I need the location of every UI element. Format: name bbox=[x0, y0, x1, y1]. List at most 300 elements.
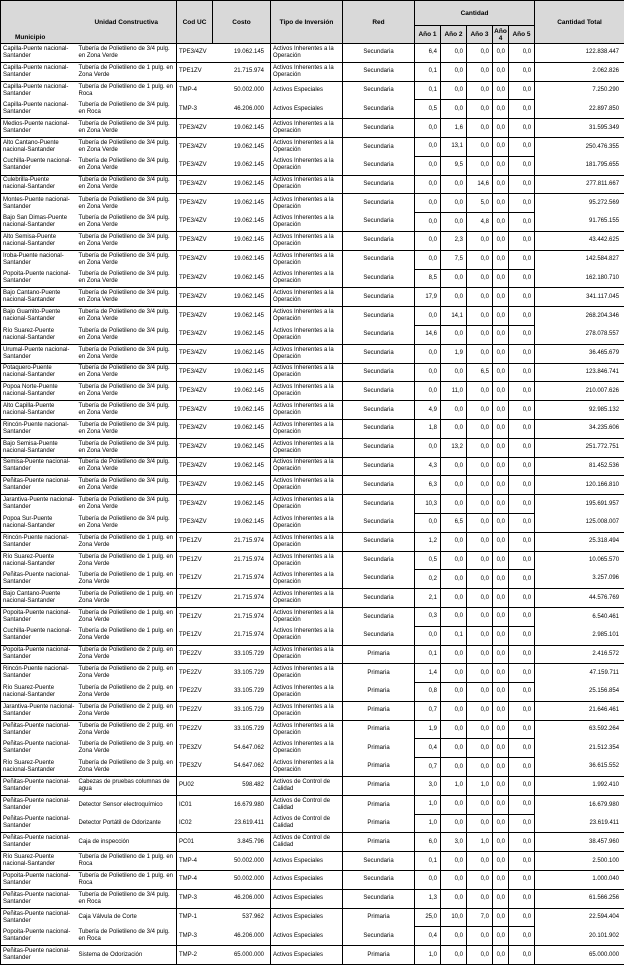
table-row bbox=[1, 908, 624, 927]
qty-ano-4-cell: 0,0 bbox=[493, 513, 509, 532]
qty-ano-3-cell: 0,0 bbox=[467, 344, 493, 363]
table-row bbox=[1, 438, 624, 457]
table-row bbox=[1, 250, 624, 269]
costo-cell: 537.962 bbox=[213, 908, 271, 927]
tipo-inversion-cell: Activos de Control de Calidad bbox=[271, 833, 343, 852]
qty-ano-3-cell: 0,0 bbox=[467, 307, 493, 326]
qty-ano-5-cell: 0,0 bbox=[509, 607, 535, 626]
qty-ano-4-cell: 0,0 bbox=[493, 100, 509, 119]
table-row bbox=[1, 551, 624, 570]
qty-ano-1-cell: 6,3 bbox=[415, 476, 441, 495]
cod-uc-cell: TPE3/4ZV bbox=[177, 250, 213, 269]
qty-ano-4-cell: 0,0 bbox=[493, 81, 509, 100]
qty-ano-4-cell: 0,0 bbox=[493, 795, 509, 814]
qty-ano-5-cell: 0,0 bbox=[509, 363, 535, 382]
costo-cell: 65.000.000 bbox=[213, 946, 271, 965]
qty-ano-5-cell: 0,0 bbox=[509, 269, 535, 288]
unidad-constructiva-cell: Tubería de Polietileno de 3 pulg. en Zona Verde bbox=[77, 739, 177, 758]
qty-ano-2-cell: 0,0 bbox=[441, 213, 467, 232]
unidad-constructiva-cell: Tubería de Polietileno de 3/4 pulg. en Zona Verde bbox=[77, 344, 177, 363]
qty-ano-1-cell: 1,0 bbox=[415, 946, 441, 965]
municipio-cell: Rincón-Puente nacional-Santander bbox=[1, 532, 77, 551]
cod-uc-cell: PC01 bbox=[177, 833, 213, 852]
qty-ano-4-cell: 0,0 bbox=[493, 589, 509, 608]
costo-cell: 23.619.411 bbox=[213, 814, 271, 833]
table-row bbox=[1, 852, 624, 871]
red-cell: Secundaria bbox=[343, 476, 415, 495]
qty-ano-1-cell: 10,3 bbox=[415, 495, 441, 514]
table-row bbox=[1, 269, 624, 288]
red-cell: Secundaria bbox=[343, 194, 415, 213]
costo-cell: 19.062.145 bbox=[213, 137, 271, 156]
qty-ano-4-cell: 0,0 bbox=[493, 476, 509, 495]
qty-ano-2-cell: 0,0 bbox=[441, 269, 467, 288]
qty-ano-5-cell: 0,0 bbox=[509, 457, 535, 476]
qty-ano-1-cell: 0,0 bbox=[415, 382, 441, 401]
tipo-inversion-cell: Activos Inherentes a la Operación bbox=[271, 495, 343, 514]
tipo-inversion-cell: Activos Inherentes a la Operación bbox=[271, 137, 343, 156]
costo-cell: 21.715.974 bbox=[213, 551, 271, 570]
unidad-constructiva-cell: Tubería de Polietileno de 1 pulg. en Roca bbox=[77, 81, 177, 100]
costo-cell: 21.715.974 bbox=[213, 607, 271, 626]
costo-cell: 19.062.145 bbox=[213, 382, 271, 401]
qty-ano-5-cell: 0,0 bbox=[509, 758, 535, 777]
costo-cell: 50.002.000 bbox=[213, 871, 271, 890]
qty-ano-5-cell: 0,0 bbox=[509, 551, 535, 570]
municipio-cell: Culebrilla-Puente nacional-Santander bbox=[1, 175, 77, 194]
tipo-inversion-cell: Activos Inherentes a la Operación bbox=[271, 288, 343, 307]
qty-ano-3-cell: 0,0 bbox=[467, 419, 493, 438]
red-cell: Primaria bbox=[343, 833, 415, 852]
costo-cell: 19.062.145 bbox=[213, 307, 271, 326]
cantidad-total-cell: 36.465.679 bbox=[535, 344, 624, 363]
red-cell: Secundaria bbox=[343, 852, 415, 871]
qty-ano-1-cell: 0,0 bbox=[415, 175, 441, 194]
qty-ano-4-cell: 0,0 bbox=[493, 927, 509, 946]
cod-uc-cell: TPE3ZV bbox=[177, 739, 213, 758]
qty-ano-3-cell: 0,0 bbox=[467, 645, 493, 664]
red-cell: Secundaria bbox=[343, 382, 415, 401]
municipio-cell: Medios-Puente nacional-Santander bbox=[1, 119, 77, 138]
cantidad-total-cell: 31.595.349 bbox=[535, 119, 624, 138]
cantidad-total-cell: 91.765.155 bbox=[535, 213, 624, 232]
cantidad-total-cell: 1.000.040 bbox=[535, 871, 624, 890]
qty-ano-3-cell: 0,0 bbox=[467, 119, 493, 138]
tipo-inversion-cell: Activos Inherentes a la Operación bbox=[271, 175, 343, 194]
qty-ano-2-cell: 0,0 bbox=[441, 720, 467, 739]
qty-ano-3-cell: 0,0 bbox=[467, 438, 493, 457]
table-row bbox=[1, 119, 624, 138]
municipio-cell: Semisa-Puente nacional-Santander bbox=[1, 457, 77, 476]
unidad-constructiva-cell: Tubería de Polietileno de 3/4 pulg. en Zona Verde bbox=[77, 401, 177, 420]
red-cell: Primaria bbox=[343, 946, 415, 965]
costo-cell: 19.062.145 bbox=[213, 44, 271, 63]
unidad-constructiva-cell: Tubería de Polietileno de 3/4 pulg. en Zona Verde bbox=[77, 495, 177, 514]
red-cell: Secundaria bbox=[343, 307, 415, 326]
municipio-cell: Río Suarez-Puente nacional-Santander bbox=[1, 852, 77, 871]
cantidad-total-cell: 65.000.000 bbox=[535, 946, 624, 965]
costo-cell: 33.105.729 bbox=[213, 645, 271, 664]
unidad-constructiva-cell: Tubería de Polietileno de 3/4 pulg. en Zona Verde bbox=[77, 438, 177, 457]
costo-cell: 19.062.145 bbox=[213, 156, 271, 175]
qty-ano-5-cell: 0,0 bbox=[509, 814, 535, 833]
red-cell: Primaria bbox=[343, 739, 415, 758]
tipo-inversion-cell: Activos Especiales bbox=[271, 100, 343, 119]
municipio-cell: Bajo Guamito-Puente nacional-Santander bbox=[1, 307, 77, 326]
tipo-inversion-cell: Activos Inherentes a la Operación bbox=[271, 438, 343, 457]
qty-ano-1-cell: 0,0 bbox=[415, 871, 441, 890]
red-cell: Secundaria bbox=[343, 513, 415, 532]
cantidad-total-cell: 23.619.411 bbox=[535, 814, 624, 833]
qty-ano-2-cell: 1,0 bbox=[441, 777, 467, 796]
costo-cell: 19.062.145 bbox=[213, 476, 271, 495]
tipo-inversion-cell: Activos Inherentes a la Operación bbox=[271, 44, 343, 63]
unidad-constructiva-cell: Tubería de Polietileno de 3/4 pulg. en Zona Verde bbox=[77, 307, 177, 326]
cod-uc-cell: TPE2ZV bbox=[177, 720, 213, 739]
costo-cell: 50.002.000 bbox=[213, 81, 271, 100]
qty-ano-3-cell: 0,0 bbox=[467, 852, 493, 871]
qty-ano-3-cell: 0,0 bbox=[467, 325, 493, 344]
tipo-inversion-cell: Activos Inherentes a la Operación bbox=[271, 720, 343, 739]
costo-cell: 19.062.145 bbox=[213, 213, 271, 232]
municipio-cell: Popoita-Puente nacional-Santander bbox=[1, 645, 77, 664]
unidad-constructiva-cell: Tubería de Polietileno de 3/4 pulg. en Zona Verde bbox=[77, 231, 177, 250]
qty-ano-1-cell: 0,0 bbox=[415, 250, 441, 269]
red-cell: Secundaria bbox=[343, 401, 415, 420]
qty-ano-2-cell: 0,0 bbox=[441, 683, 467, 702]
unidad-constructiva-cell: Tubería de Polietileno de 3/4 pulg. en Zona Verde bbox=[77, 137, 177, 156]
qty-ano-3-cell: 0,0 bbox=[467, 156, 493, 175]
cantidad-total-cell: 16.679.980 bbox=[535, 795, 624, 814]
costo-cell: 21.715.974 bbox=[213, 626, 271, 645]
qty-ano-1-cell: 1,8 bbox=[415, 419, 441, 438]
red-cell: Secundaria bbox=[343, 626, 415, 645]
costo-cell: 19.062.145 bbox=[213, 325, 271, 344]
qty-ano-5-cell: 0,0 bbox=[509, 927, 535, 946]
qty-ano-2-cell: 1,6 bbox=[441, 119, 467, 138]
costo-cell: 33.105.729 bbox=[213, 720, 271, 739]
table-row bbox=[1, 81, 624, 100]
municipio-cell: Bajo Cantano-Puente nacional-Santander bbox=[1, 288, 77, 307]
red-cell: Primaria bbox=[343, 645, 415, 664]
qty-ano-1-cell: 0,0 bbox=[415, 513, 441, 532]
tipo-inversion-cell: Activos Inherentes a la Operación bbox=[271, 701, 343, 720]
costo-cell: 19.062.145 bbox=[213, 513, 271, 532]
cod-uc-cell: TMP-4 bbox=[177, 81, 213, 100]
qty-ano-1-cell: 0,0 bbox=[415, 344, 441, 363]
qty-ano-4-cell: 0,0 bbox=[493, 739, 509, 758]
municipio-cell: Urumal-Puente nacional-Santander bbox=[1, 344, 77, 363]
qty-ano-4-cell: 0,0 bbox=[493, 119, 509, 138]
table-row bbox=[1, 476, 624, 495]
red-cell: Secundaria bbox=[343, 231, 415, 250]
unidad-constructiva-cell: Sistema de Odorización bbox=[77, 946, 177, 965]
costo-cell: 19.062.145 bbox=[213, 495, 271, 514]
municipio-cell: Peñitas-Puente nacional-Santander bbox=[1, 946, 77, 965]
table-row bbox=[1, 645, 624, 664]
qty-ano-2-cell: 6,5 bbox=[441, 513, 467, 532]
costo-cell: 54.647.062 bbox=[213, 758, 271, 777]
qty-ano-4-cell: 0,0 bbox=[493, 213, 509, 232]
unidad-constructiva-cell: Tubería de Polietileno de 1 pulg. en Zona Verde bbox=[77, 589, 177, 608]
tipo-inversion-cell: Activos Inherentes a la Operación bbox=[271, 307, 343, 326]
qty-ano-4-cell: 0,0 bbox=[493, 156, 509, 175]
unidad-constructiva-cell: Tubería de Polietileno de 1 pulg. en Zona Verde bbox=[77, 570, 177, 589]
red-cell: Secundaria bbox=[343, 363, 415, 382]
cantidad-total-cell: 2.062.826 bbox=[535, 62, 624, 81]
cantidad-total-cell: 210.007.626 bbox=[535, 382, 624, 401]
unidad-constructiva-cell: Tubería de Polietileno de 3/4 pulg. en Zona Verde bbox=[77, 476, 177, 495]
cantidad-total-cell: 21.512.354 bbox=[535, 739, 624, 758]
qty-ano-2-cell: 10,0 bbox=[441, 908, 467, 927]
qty-ano-1-cell: 0,2 bbox=[415, 570, 441, 589]
qty-ano-2-cell: 0,0 bbox=[441, 401, 467, 420]
municipio-cell: Río Suarez-Puente nacional-Santander bbox=[1, 758, 77, 777]
cantidad-total-cell: 25.318.494 bbox=[535, 532, 624, 551]
qty-ano-4-cell: 0,0 bbox=[493, 288, 509, 307]
tipo-inversion-cell: Activos Inherentes a la Operación bbox=[271, 325, 343, 344]
qty-ano-4-cell: 0,0 bbox=[493, 551, 509, 570]
qty-ano-4-cell: 0,0 bbox=[493, 871, 509, 890]
qty-ano-3-cell: 0,0 bbox=[467, 44, 493, 63]
table-row bbox=[1, 382, 624, 401]
cantidad-total-cell: 44.576.769 bbox=[535, 589, 624, 608]
cod-uc-cell: TPE2ZV bbox=[177, 701, 213, 720]
municipio-cell: Jarantiva-Puente nacional-Santander bbox=[1, 495, 77, 514]
qty-ano-5-cell: 0,0 bbox=[509, 419, 535, 438]
qty-ano-3-cell: 0,0 bbox=[467, 476, 493, 495]
qty-ano-1-cell: 0,0 bbox=[415, 307, 441, 326]
tipo-inversion-cell: Activos Inherentes a la Operación bbox=[271, 570, 343, 589]
table-row bbox=[1, 683, 624, 702]
qty-ano-5-cell: 0,0 bbox=[509, 626, 535, 645]
costo-cell: 19.062.145 bbox=[213, 344, 271, 363]
red-cell: Primaria bbox=[343, 664, 415, 683]
qty-ano-5-cell: 0,0 bbox=[509, 137, 535, 156]
qty-ano-3-cell: 5,0 bbox=[467, 194, 493, 213]
qty-ano-2-cell: 0,0 bbox=[441, 81, 467, 100]
tipo-inversion-cell: Activos Inherentes a la Operación bbox=[271, 664, 343, 683]
qty-ano-1-cell: 0,1 bbox=[415, 852, 441, 871]
cantidad-total-cell: 2.500.100 bbox=[535, 852, 624, 871]
qty-ano-5-cell: 0,0 bbox=[509, 664, 535, 683]
municipio-cell: Capilla-Puente nacional-Santander bbox=[1, 44, 77, 63]
unidad-constructiva-cell: Tubería de Polietileno de 2 pulg. en Zona Verde bbox=[77, 701, 177, 720]
cantidad-total-cell: 2.416.572 bbox=[535, 645, 624, 664]
costo-cell: 33.105.729 bbox=[213, 664, 271, 683]
red-cell: Primaria bbox=[343, 908, 415, 927]
qty-ano-4-cell: 0,0 bbox=[493, 419, 509, 438]
costo-cell: 21.715.974 bbox=[213, 62, 271, 81]
municipio-cell: Capilla-Puente nacional-Santander bbox=[1, 62, 77, 81]
cod-uc-cell: TPE2ZV bbox=[177, 664, 213, 683]
qty-ano-3-cell: 0,0 bbox=[467, 570, 493, 589]
cod-uc-cell: TPE3/4ZV bbox=[177, 363, 213, 382]
qty-ano-1-cell: 0,4 bbox=[415, 927, 441, 946]
qty-ano-1-cell: 0,0 bbox=[415, 438, 441, 457]
municipio-cell: Peñitas-Puente nacional-Santander bbox=[1, 720, 77, 739]
cantidad-total-cell: 6.540.461 bbox=[535, 607, 624, 626]
cantidad-total-cell: 341.117.045 bbox=[535, 288, 624, 307]
red-cell: Primaria bbox=[343, 720, 415, 739]
qty-ano-5-cell: 0,0 bbox=[509, 100, 535, 119]
qty-ano-1-cell: 8,5 bbox=[415, 269, 441, 288]
unidad-constructiva-cell: Tubería de Polietileno de 3/4 pulg. en Zona Verde bbox=[77, 269, 177, 288]
qty-ano-3-cell: 6,5 bbox=[467, 363, 493, 382]
unidad-constructiva-cell: Tubería de Polietileno de 3 pulg. en Zona Verde bbox=[77, 758, 177, 777]
qty-ano-5-cell: 0,0 bbox=[509, 156, 535, 175]
unidad-constructiva-cell: Tubería de Polietileno de 1 pulg. en Roca bbox=[77, 871, 177, 890]
qty-ano-2-cell: 0,1 bbox=[441, 626, 467, 645]
costo-cell: 19.062.145 bbox=[213, 119, 271, 138]
cod-uc-cell: TPE3/4ZV bbox=[177, 231, 213, 250]
table-row bbox=[1, 607, 624, 626]
red-cell: Secundaria bbox=[343, 495, 415, 514]
tipo-inversion-cell: Activos Inherentes a la Operación bbox=[271, 250, 343, 269]
qty-ano-1-cell: 25,0 bbox=[415, 908, 441, 927]
qty-ano-5-cell: 0,0 bbox=[509, 62, 535, 81]
qty-ano-4-cell: 0,0 bbox=[493, 645, 509, 664]
qty-ano-5-cell: 0,0 bbox=[509, 570, 535, 589]
qty-ano-2-cell: 0,0 bbox=[441, 664, 467, 683]
red-cell: Secundaria bbox=[343, 44, 415, 63]
qty-ano-4-cell: 0,0 bbox=[493, 269, 509, 288]
cod-uc-cell: TPE1ZV bbox=[177, 62, 213, 81]
cantidad-total-cell: 1.992.410 bbox=[535, 777, 624, 796]
red-cell: Primaria bbox=[343, 777, 415, 796]
table-row bbox=[1, 720, 624, 739]
table-row bbox=[1, 814, 624, 833]
qty-ano-3-cell: 0,0 bbox=[467, 100, 493, 119]
costo-cell: 46.206.000 bbox=[213, 100, 271, 119]
municipio-cell: Peñitas-Puente nacional-Santander bbox=[1, 777, 77, 796]
cantidad-total-cell: 2.985.101 bbox=[535, 626, 624, 645]
qty-ano-4-cell: 0,0 bbox=[493, 720, 509, 739]
unidad-constructiva-cell: Tubería de Polietileno de 1 pulg. en Zona Verde bbox=[77, 532, 177, 551]
qty-ano-1-cell: 0,0 bbox=[415, 231, 441, 250]
municipio-cell: Peñitas-Puente nacional-Santander bbox=[1, 889, 77, 908]
qty-ano-3-cell: 0,0 bbox=[467, 81, 493, 100]
qty-ano-1-cell: 4,3 bbox=[415, 457, 441, 476]
qty-ano-4-cell: 0,0 bbox=[493, 701, 509, 720]
qty-ano-1-cell: 0,4 bbox=[415, 739, 441, 758]
qty-ano-5-cell: 0,0 bbox=[509, 833, 535, 852]
cod-uc-cell: TMP-4 bbox=[177, 852, 213, 871]
qty-ano-2-cell: 0,0 bbox=[441, 758, 467, 777]
table-row bbox=[1, 363, 624, 382]
qty-ano-5-cell: 0,0 bbox=[509, 852, 535, 871]
table-row bbox=[1, 401, 624, 420]
table-row bbox=[1, 664, 624, 683]
cod-uc-cell: TMP-3 bbox=[177, 927, 213, 946]
costo-cell: 19.062.145 bbox=[213, 457, 271, 476]
qty-ano-2-cell: 0,0 bbox=[441, 62, 467, 81]
costo-cell: 21.715.974 bbox=[213, 532, 271, 551]
costo-cell: 21.715.974 bbox=[213, 570, 271, 589]
cantidad-total-cell: 22.594.404 bbox=[535, 908, 624, 927]
qty-ano-5-cell: 0,0 bbox=[509, 401, 535, 420]
qty-ano-4-cell: 0,0 bbox=[493, 683, 509, 702]
unidad-constructiva-cell: Tubería de Polietileno de 3/4 pulg. en Zona Verde bbox=[77, 44, 177, 63]
unidad-constructiva-cell: Tubería de Polietileno de 3/4 pulg. en Zona Verde bbox=[77, 325, 177, 344]
qty-ano-4-cell: 0,0 bbox=[493, 852, 509, 871]
municipio-cell: Bajo San Dimas-Puente nacional-Santander bbox=[1, 213, 77, 232]
table-row bbox=[1, 495, 624, 514]
tipo-inversion-cell: Activos Inherentes a la Operación bbox=[271, 476, 343, 495]
cod-uc-cell: TPE3/4ZV bbox=[177, 288, 213, 307]
cod-uc-cell: TMP-4 bbox=[177, 871, 213, 890]
red-cell: Secundaria bbox=[343, 119, 415, 138]
municipio-cell: Rincón-Puente nacional-Santander bbox=[1, 664, 77, 683]
municipio-cell: Alto Semisa-Puente nacional-Santander bbox=[1, 231, 77, 250]
municipio-cell: Capilla-Puente nacional-Santander bbox=[1, 100, 77, 119]
municipio-cell: Peñitas-Puente nacional-Santander bbox=[1, 739, 77, 758]
qty-ano-3-cell: 0,0 bbox=[467, 513, 493, 532]
qty-ano-5-cell: 0,0 bbox=[509, 81, 535, 100]
qty-ano-2-cell: 0,0 bbox=[441, 739, 467, 758]
costo-cell: 16.679.980 bbox=[213, 795, 271, 814]
cod-uc-cell: PU02 bbox=[177, 777, 213, 796]
qty-ano-5-cell: 0,0 bbox=[509, 44, 535, 63]
municipio-cell: Río Suarez-Puente nacional-Santander bbox=[1, 683, 77, 702]
qty-ano-5-cell: 0,0 bbox=[509, 213, 535, 232]
municipio-cell: Potaquero-Puente nacional-Santander bbox=[1, 363, 77, 382]
qty-ano-3-cell: 0,0 bbox=[467, 683, 493, 702]
qty-ano-3-cell: 0,0 bbox=[467, 758, 493, 777]
cod-uc-cell: TPE3/4ZV bbox=[177, 401, 213, 420]
unidad-constructiva-cell: Caja Válvula de Corte bbox=[77, 908, 177, 927]
qty-ano-3-cell: 0,0 bbox=[467, 532, 493, 551]
qty-ano-4-cell: 0,0 bbox=[493, 777, 509, 796]
qty-ano-2-cell: 0,0 bbox=[441, 363, 467, 382]
qty-ano-4-cell: 0,0 bbox=[493, 946, 509, 965]
cod-uc-cell: TPE3/4ZV bbox=[177, 137, 213, 156]
qty-ano-2-cell: 0,0 bbox=[441, 419, 467, 438]
cantidad-total-cell: 181.795.655 bbox=[535, 156, 624, 175]
qty-ano-5-cell: 0,0 bbox=[509, 532, 535, 551]
municipio-cell: Popoa Norte-Puente nacional-Santander bbox=[1, 382, 77, 401]
municipio-cell: Cuchilla-Puente nacional-Santander bbox=[1, 156, 77, 175]
tipo-inversion-cell: Activos Especiales bbox=[271, 946, 343, 965]
cod-uc-cell: TPE3/4ZV bbox=[177, 419, 213, 438]
costo-cell: 46.206.000 bbox=[213, 927, 271, 946]
table-row bbox=[1, 871, 624, 890]
costo-cell: 19.062.145 bbox=[213, 250, 271, 269]
qty-ano-3-cell: 0,0 bbox=[467, 269, 493, 288]
cod-uc-cell: IC01 bbox=[177, 795, 213, 814]
unidad-constructiva-cell: Tubería de Polietileno de 1 pulg. en Roca bbox=[77, 852, 177, 871]
unidad-constructiva-cell: Tubería de Polietileno de 3/4 pulg. en Zona Verde bbox=[77, 513, 177, 532]
municipio-cell: Jarantiva-Puente nacional-Santander bbox=[1, 701, 77, 720]
unidad-constructiva-cell: Tubería de Polietileno de 3/4 pulg. en Zona Verde bbox=[77, 175, 177, 194]
municipio-cell: Popoita-Puente nacional-Santander bbox=[1, 607, 77, 626]
unidad-constructiva-cell: Tubería de Polietileno de 3/4 pulg. en Zona Verde bbox=[77, 288, 177, 307]
header-costo: Costo bbox=[213, 1, 271, 44]
qty-ano-4-cell: 0,0 bbox=[493, 438, 509, 457]
qty-ano-1-cell: 0,8 bbox=[415, 683, 441, 702]
qty-ano-5-cell: 0,0 bbox=[509, 325, 535, 344]
qty-ano-5-cell: 0,0 bbox=[509, 739, 535, 758]
red-cell: Secundaria bbox=[343, 100, 415, 119]
red-cell: Secundaria bbox=[343, 344, 415, 363]
costo-cell: 19.062.145 bbox=[213, 363, 271, 382]
qty-ano-4-cell: 0,0 bbox=[493, 889, 509, 908]
red-cell: Secundaria bbox=[343, 589, 415, 608]
qty-ano-2-cell: 2,3 bbox=[441, 231, 467, 250]
qty-ano-2-cell: 0,0 bbox=[441, 795, 467, 814]
header-municipio: Municipio bbox=[1, 1, 77, 44]
cantidad-total-cell: 92.985.132 bbox=[535, 401, 624, 420]
